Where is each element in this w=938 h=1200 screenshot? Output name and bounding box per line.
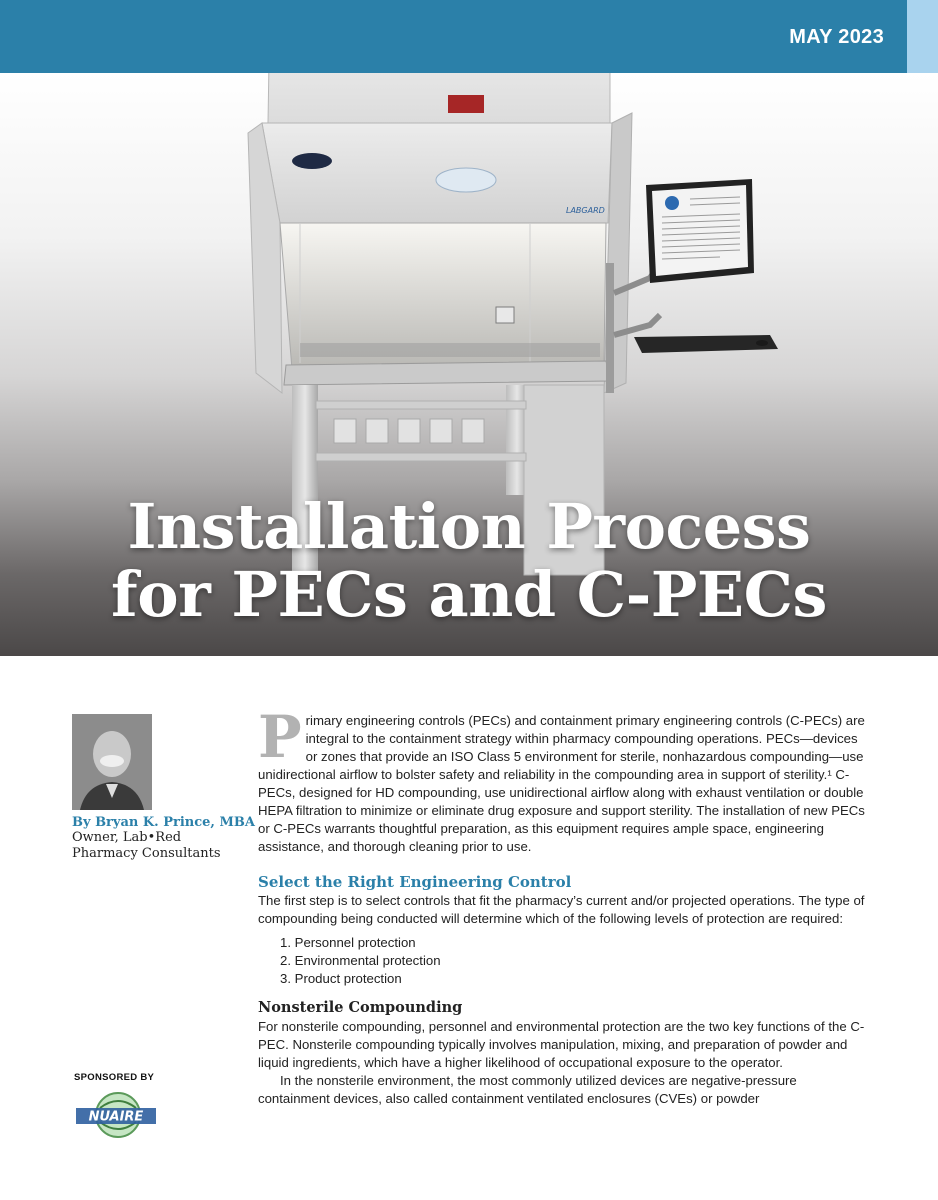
sponsored-by-label: SPONSORED BY xyxy=(74,1072,155,1083)
sponsor-logo-text: NUAIRE xyxy=(88,1109,144,1125)
author-photo xyxy=(72,714,152,810)
intro-text: rimary engineering controls (PECs) and containment primary engineering controls (C-PECs) are integral to the containment strategy within pharmacy compounding operations. PECs—devices or zones that provide an ISO Class 5 environment for sterile, nonhazardous compounding—use unidirectional airflow to bolster safety and reliability in the compounding area in support of sterility.¹ C-PECs, designed for HD compounding, use unidirectional airflow along with exhaust ventilation or double HEPA filtration to minimize or eliminate drug exposure and support sterility. The installation of new PECs or C-PECs warrants thoughtful preparation, as this equipment requires ample space, engineering assistance, and thorough cleaning prior to use. xyxy=(258,713,865,854)
header-accent-stripe xyxy=(907,0,938,73)
issue-date: MAY 2023 xyxy=(789,26,884,48)
author-role xyxy=(72,830,242,862)
section-select-control-text: The first step is to select controls that fit the pharmacy’s current and/or projected operations. The type of compounding being conducted will determine which of the following levels of protection are required: xyxy=(258,893,865,926)
list-item: 1. Personnel protection xyxy=(280,935,416,950)
nonsterile-paragraph-2: In the nonsterile environment, the most commonly utilized devices are negative-pressure containment devices, also called containment ventilated enclosures (CVEs) or powder xyxy=(258,1073,797,1106)
author-name: By Bryan K. Prince, MBA xyxy=(72,815,255,830)
title-line-2: for PECs and C-PECs xyxy=(111,558,827,631)
title-line-1: Installation Process xyxy=(127,490,811,563)
article-title xyxy=(0,490,938,631)
section-heading-select-control: Select the Right Engineering Control xyxy=(258,873,572,891)
hero-image xyxy=(0,73,938,656)
nuaire-globe-logo-icon xyxy=(74,1086,158,1144)
author-role-line-2: Pharmacy Consultants xyxy=(72,846,221,861)
protection-levels-list xyxy=(280,934,872,988)
nonsterile-paragraph-1: For nonsterile compounding, personnel and environmental protection are the two key functions of the C-PEC. Nonsterile compounding typically involves manipulation, mixing, and preparation of powder and liquid ingredients, which have a higher likelihood of occupational exposure to the operator. xyxy=(258,1019,865,1070)
warning-label xyxy=(448,95,484,113)
list-item: 3. Product protection xyxy=(280,971,402,986)
section-heading-nonsterile: Nonsterile Compounding xyxy=(258,999,463,1016)
sponsor-logo-graphic xyxy=(74,1086,158,1144)
author-role-line-1: Owner, Lab•Red xyxy=(72,830,182,845)
article-body xyxy=(258,703,872,1108)
header-band xyxy=(0,0,938,73)
list-item: 2. Environmental protection xyxy=(280,953,441,968)
svg-text:LABGARD: LABGARD xyxy=(566,206,605,215)
drop-cap: P xyxy=(258,703,302,771)
brand-badge xyxy=(292,153,332,169)
intro-paragraph xyxy=(258,703,872,856)
